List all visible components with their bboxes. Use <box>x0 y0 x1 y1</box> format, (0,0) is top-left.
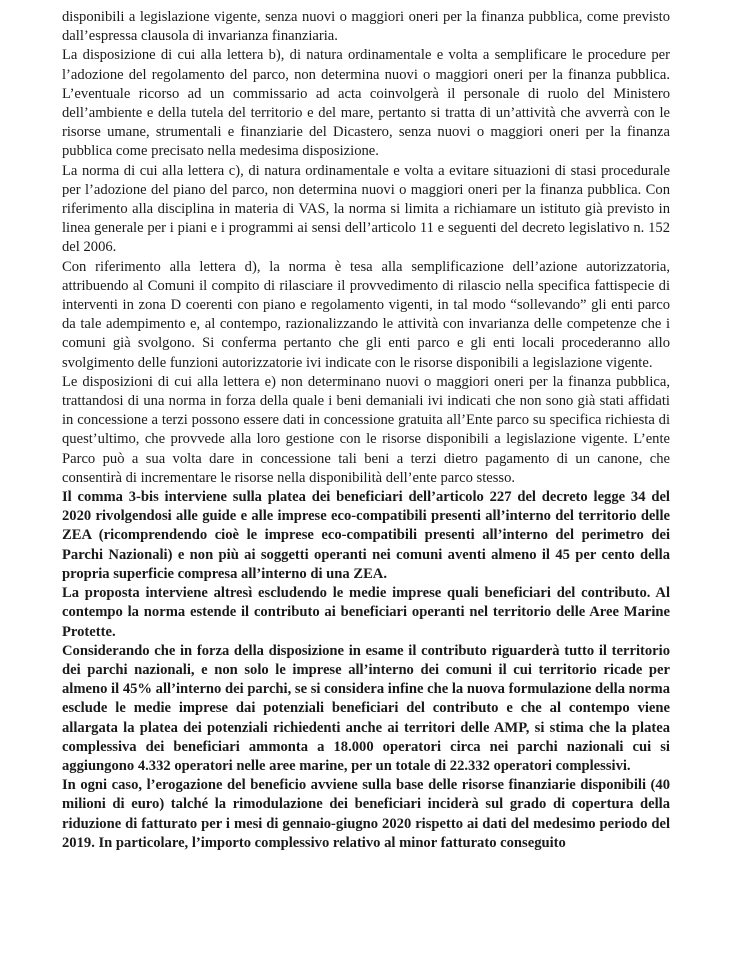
paragraph-3: La norma di cui alla lettera c), di natura ordinamentale e volta a evitare situazioni di stasi procedurale per l’adozione del piano del parco, non determina nuovi o maggiori oneri per la finanza pubblica. Con riferimento alla disciplina in materia di VAS, la norma si limita a richiamare un istituto già previsto in linea generale per i piani e i programmi ai sensi dell’articolo 11 e seguenti del decreto legislativo n. 152 del 2006. <box>62 162 670 256</box>
paragraph-8: Considerando che in forza della disposizione in esame il contributo riguarderà tutto il territorio dei parchi nazionali, e non solo le imprese all’interno dei comuni il cui territorio ricade per almeno il 45% all’interno dei parchi, se si considera infine che la nuova formulazione della norma esclude le medie imprese dai potenziali beneficiari del contributo e che al contempo viene allargata la platea dei potenziali richiedenti anche ai territori delle AMP, si stima che la platea complessiva dei beneficiari ammonta a 18.000 operatori circa nei parchi nazionali cui si aggiungono 4.332 operatori nelle aree marine, per un totale di 22.332 operatori complessivi. <box>62 642 670 774</box>
paragraph-7: La proposta interviene altresì escludendo le medie imprese quali beneficiari del contributo. Al contempo la norma estende il contributo ai beneficiari operanti nel territorio delle Aree Marine Protette. <box>62 585 670 640</box>
paragraph-2: La disposizione di cui alla lettera b), di natura ordinamentale e volta a semplificare le procedure per l’adozione del regolamento del parco, non determina nuovi o maggiori oneri per la finanza pubblica. L’eventuale ricorso ad un commissario ad acta coinvolgerà il personale di ruolo del Ministero dell’ambiente e della tutela del territorio e del mare, pertanto si tratta di un’attività che avverrà con le risorse umane, strumentali e finanziarie del Dicastero, senza nuovi o maggiori oneri per la finanza pubblica come precisato nella medesima disposizione. <box>62 47 670 160</box>
document-page <box>62 8 670 853</box>
paragraph-6: Il comma 3-bis interviene sulla platea dei beneficiari dell’articolo 227 del decreto legge 34 del 2020 rivolgendosi alle guide e alle imprese eco-compatibili presenti all’interno del territorio delle ZEA (ricomprendendo cioè le imprese eco-compatibili presenti all’interno del perimetro dei Parchi Nazionali) e non più ai soggetti operanti nei comuni aventi almeno il 45 per cento della propria superficie compresa all’interno di una ZEA. <box>62 489 670 582</box>
paragraph-4: Con riferimento alla lettera d), la norma è tesa alla semplificazione dell’azione autorizzatoria, attribuendo al Comuni il compito di rilasciare il provvedimento di rilascio nella specifica fattispecie di interventi in zona D coerenti con piano e regolamento vigenti, in tal modo “sollevando” gli enti parco da tale adempimento e, al contempo, razionalizzando le attività con invarianza delle competenze che i comuni già svolgono. Si conferma pertanto che gli enti parco e gli enti locali procederanno allo svolgimento delle funzioni autorizzatorie ivi indicate con le risorse disponibili a legislazione vigente. <box>62 258 670 371</box>
paragraph-9: In ogni caso, l’erogazione del beneficio avviene sulla base delle risorse finanziarie disponibili (40 milioni di euro) talché la rimodulazione dei beneficiari inciderà sul grado di copertura della riduzione di fatturato per i mesi di gennaio-giugno 2020 rispetto ai dati del medesimo periodo del 2019. In particolare, l’importo complessivo relativo al minor fatturato conseguito <box>62 777 670 851</box>
paragraph-5: Le disposizioni di cui alla lettera e) non determinano nuovi o maggiori oneri per la finanza pubblica, trattandosi di una norma in forza della quale i beni demaniali ivi indicati che non sono già stati affidati in concessione a terzi possono essere dati in concessione gratuita all’Ente parco su specifica richiesta di quest’ultimo, che provvede alla loro gestione con le risorse disponibili a legislazione vigente. L’ente Parco può a sua volta dare in concessione tali beni a terzi dietro pagamento di un canone, che consentirà di incrementare le risorse nella disponibilità dell’ente parco stesso. <box>62 373 670 486</box>
paragraph-1: disponibili a legislazione vigente, senza nuovi o maggiori oneri per la finanza pubblica, come previsto dall’espressa clausola di invarianza finanziaria. <box>62 9 670 45</box>
